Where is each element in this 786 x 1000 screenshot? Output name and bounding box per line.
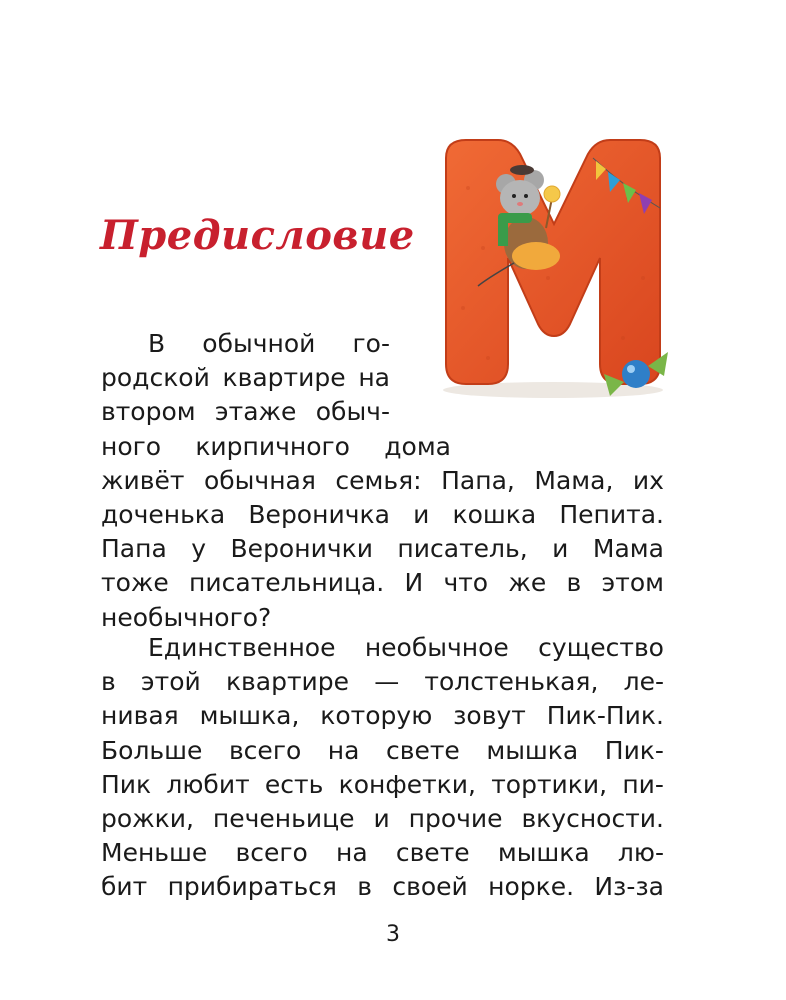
page-number: 3 (386, 922, 400, 947)
word: прочие (408, 804, 503, 833)
word: норке. (488, 872, 575, 902)
word: необычного? (101, 602, 272, 632)
word: в (101, 667, 116, 697)
word: своей (392, 872, 468, 902)
text-line (101, 699, 664, 733)
word: прибираться (167, 872, 337, 902)
word: в (566, 568, 582, 598)
word: дома (384, 431, 451, 461)
word: в (357, 872, 373, 902)
word: бит (101, 872, 148, 902)
word: Пепита. (559, 500, 664, 529)
word: кошка (452, 500, 537, 529)
word: писатель, (397, 534, 528, 564)
text-line (101, 665, 664, 699)
word: квартире (222, 363, 346, 393)
text-line (101, 464, 664, 498)
word: зовут (453, 701, 526, 731)
word: тортики, (491, 769, 608, 799)
word: В (148, 329, 166, 358)
word: свете (395, 838, 470, 868)
text-line (101, 361, 390, 395)
word: обычная (203, 465, 316, 495)
word: Вероничка (248, 500, 390, 529)
word: этом (601, 568, 664, 598)
word: этой (140, 667, 201, 697)
word: этаже (214, 397, 297, 427)
text-line (101, 395, 390, 429)
word: живёт (101, 465, 185, 495)
word: Единственное (148, 633, 336, 662)
word: печеньице (212, 804, 355, 833)
word: Больше (101, 735, 203, 765)
word: И (404, 568, 424, 598)
word: Веронички (230, 534, 373, 564)
word: и (373, 804, 390, 833)
word: вкусности. (521, 804, 664, 833)
text-line (101, 430, 451, 464)
word: лю- (617, 838, 664, 868)
word: ле- (623, 667, 664, 697)
word: у (191, 534, 207, 564)
word: нивая (101, 701, 179, 731)
word: есть (264, 769, 324, 799)
word: существо (538, 633, 664, 662)
text-line (101, 768, 664, 802)
word: их (632, 465, 664, 495)
text-line (101, 734, 664, 768)
word: обычной (202, 329, 316, 358)
word: Из-за (594, 872, 664, 902)
word: втором (101, 397, 196, 427)
word: всего (235, 838, 308, 868)
word: любит (166, 769, 250, 799)
word: конфетки, (338, 769, 476, 799)
word: и (552, 534, 569, 564)
word: семья: (335, 465, 422, 495)
text-line (101, 836, 664, 870)
word: которую (320, 701, 433, 731)
word: родской (101, 363, 210, 393)
word: доченька (101, 500, 226, 529)
word: Меньше (101, 838, 208, 868)
word: Папа (101, 534, 167, 564)
word: Пик- (604, 735, 664, 765)
word: — (374, 667, 400, 697)
page-title: Предисловие (100, 212, 415, 259)
letter-m-with-mouse-illustration (428, 128, 678, 413)
word: квартире (225, 667, 350, 697)
text-line (148, 631, 664, 665)
word: на (358, 363, 390, 393)
word: Мама (592, 534, 664, 564)
word: кирпичного (195, 431, 350, 461)
word: Пик-Пик. (546, 701, 664, 731)
word: на (335, 838, 368, 868)
word: что (443, 568, 489, 598)
text-line (101, 601, 664, 635)
text-line (148, 327, 390, 361)
word: пи- (622, 769, 664, 799)
word: и (413, 500, 430, 529)
word: необычное (364, 633, 509, 662)
word: свете (385, 735, 460, 765)
text-line (101, 566, 664, 600)
word: же (508, 568, 547, 598)
word: Пик (101, 769, 152, 799)
word: обыч- (315, 397, 390, 427)
word: тоже (101, 568, 169, 598)
word: рожки, (101, 804, 194, 833)
word: Мама, (534, 465, 614, 495)
text-line (101, 870, 664, 904)
text-line (101, 802, 664, 836)
word: го- (352, 329, 390, 358)
word: писательница. (189, 568, 385, 598)
word: ного (101, 431, 162, 461)
word: мышка, (199, 701, 300, 731)
text-line (101, 498, 664, 532)
word: всего (228, 735, 302, 765)
word: толстенькая, (424, 667, 599, 697)
text-line (101, 532, 664, 566)
word: на (327, 735, 360, 765)
word: Папа, (441, 465, 515, 495)
word: мышка (497, 838, 590, 868)
word: мышка (486, 735, 579, 765)
